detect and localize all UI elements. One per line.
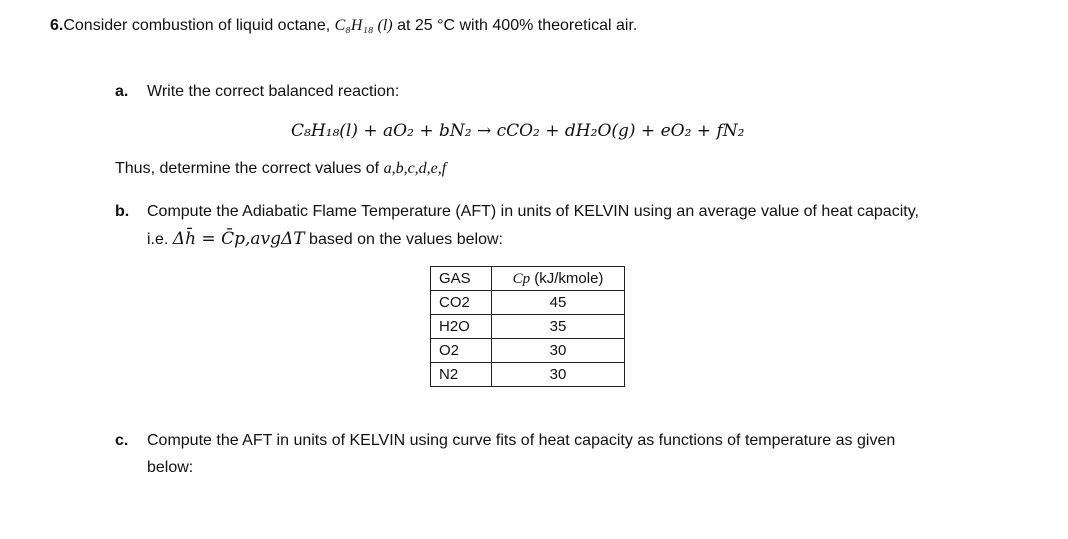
cp-cell: 35 [492,315,625,339]
heat-capacity-relation: Δh̄ = C̄p,avgΔT [172,229,305,249]
table-header-row [431,267,625,291]
part-a-thus [115,160,446,178]
part-a-instruction: Write the correct balanced reaction: [147,83,400,100]
cp-unit: (kJ/kmole) [530,269,604,287]
part-c-line1: Compute the AFT in units of KELVIN using curve fits of heat capacity as functions of temperature as given [147,432,896,449]
thus-text: Thus, determine the correct values of [115,160,384,177]
cp-cell: 45 [492,291,625,315]
ie-prefix: i.e. [147,231,173,248]
part-c-label: c. [115,432,129,449]
question-number: 6. [50,17,64,34]
gas-cell: CO2 [431,291,492,315]
based-on-text: based on the values below: [304,231,503,248]
balanced-reaction-equation: C₈H₁₈(l) + aO₂ + bN₂ → cCO₂ + dH₂O(g) + eO₂ + fN₂ [291,121,745,141]
part-b-line2 [147,229,503,249]
part-c-line2: below: [147,459,194,476]
heat-capacity-table [430,266,625,387]
cp-cell: 30 [492,339,625,363]
question-header [50,17,637,35]
part-b-label: b. [115,203,130,220]
table-row [431,339,625,363]
octane-formula: C₈H₁₈ (l) [334,17,393,34]
thus-variables: a,b,c,d,e,f [383,160,447,177]
gas-cell: H2O [431,315,492,339]
cp-cell: 30 [492,363,625,387]
part-a-label: a. [115,83,129,100]
header-cp [492,267,625,291]
table-row [431,315,625,339]
question-text-after: at 25 °C with 400% theoretical air. [392,17,638,34]
question-text-before: Consider combustion of liquid octane, [63,17,335,34]
header-gas: GAS [431,267,492,291]
part-b-line1: Compute the Adiabatic Flame Temperature (AFT) in units of KELVIN using an average value of heat capacity, [147,203,919,220]
cp-symbol: Cp [512,270,531,287]
gas-cell: O2 [431,339,492,363]
table-row [431,291,625,315]
table-row [431,363,625,387]
gas-cell: N2 [431,363,492,387]
